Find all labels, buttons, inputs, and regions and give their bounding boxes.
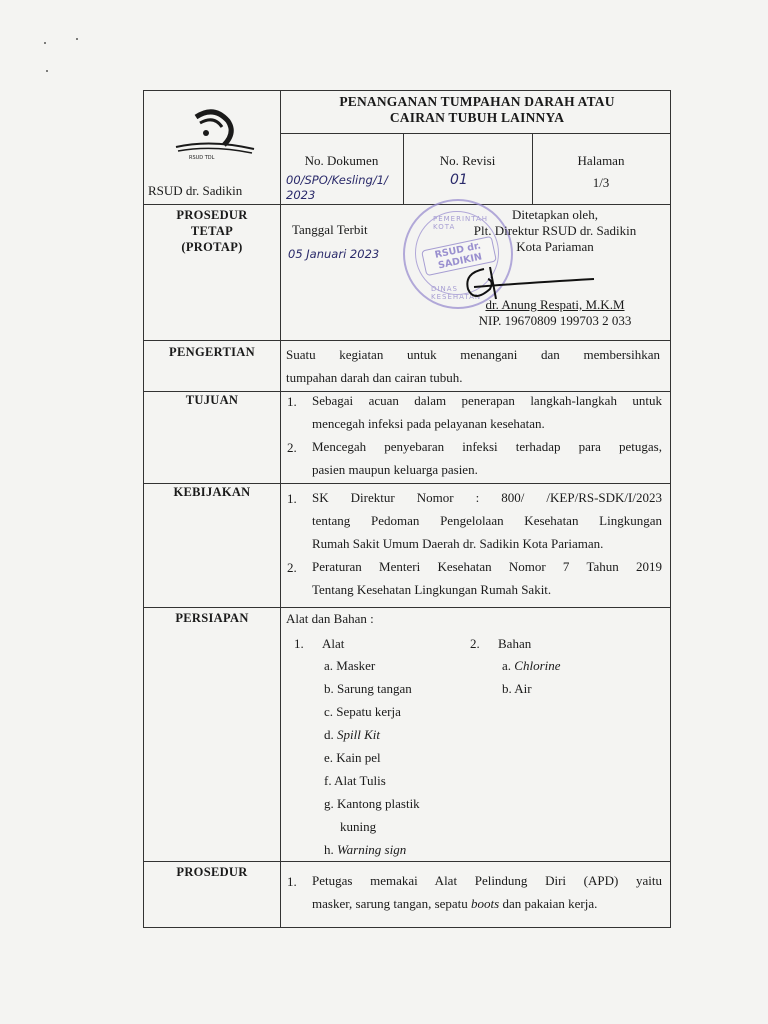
no-revisi-value: 01 — [450, 172, 468, 188]
sop-document: PENANGANAN TUMPAHAN DARAH ATAU CAIRAN TUBUH LAINNYA RSUD TDL RSUD dr. Sadikin No. Dokumen 00/SPO/Kesling/1/ 2023 No. Revisi 01 Halaman 1/3 PROSEDUR TETAP (PROTAP) Tanggal Terbit 05 Januari 2023 PEMERINTAH KOTA RSUD dr. SADIKIN DINAS KESEHATAN Ditetapkan oleh, Plt. Direktur RSUD dr. Sadikin Kota Pariaman dr. Anung Respati, M.K.M NIP. 19670809 199703 2 033 PENGERTIAN Suatu kegiatan untuk menangani dan membersihkan tumpahan darah dan cairan tubuh. TUJUAN 1. Sebagai acuan dalam penerapan langkah-langkah untuk mencegah infeksi pada pelayanan kesehatan. 2. Mencegah penyebaran infeksi terhadap para petugas, pasien maupun keluarga pasien. KEBIJAKAN 1. SK Direktur Nomor : 800/ /KEP/RS-SDK/I/2023 tentang Pedoman Pengelolaan Kesehatan Lingkungan Rumah Sakit Umum Daerah dr. Sadikin Kota Pariaman. 2. Peraturan Menteri Kesehatan Nomor 7 Tahun 2019 Tentang Kesehatan Lingkungan Rumah Sakit. PERSIAPAN Alat dan Bahan : 1. Alat a. Masker b. Sarung tangan c. Sepatu kerja d. Spill Kit e. Kain pel f. Alat Tulis g. Kantong plastik kuning h. Warning sign 2. Bahan a. Chlorine b. Air PROSEDUR 1. Petugas memakai Alat Pelindung Diri (APD) yaitu masker, sarung tangan, sepatu boots dan pakaian kerja. — [143, 90, 671, 928]
official-stamp: PEMERINTAH KOTA RSUD dr. SADIKIN DINAS KESEHATAN — [403, 199, 513, 309]
persiapan-intro: Alat dan Bahan : — [286, 611, 374, 626]
bahan-list: a. Chlorine b. Air — [502, 658, 561, 696]
bahan-title: Bahan — [498, 636, 532, 651]
logo-caption: RSUD TDL — [189, 155, 215, 161]
kebijakan-label: KEBIJAKAN — [173, 485, 251, 499]
kebijakan-item-2: Peraturan Menteri Kesehatan Nomor 7 Tahun 2019 Tentang Kesehatan Lingkungan Rumah Sakit. — [312, 559, 662, 597]
scan-specks — [40, 36, 80, 76]
kebijakan-item-1: SK Direktur Nomor : 800/ /KEP/RS-SDK/I/2023 tentang Pedoman Pengelolaan Kesehatan Lingkungan Rumah Sakit Umum Daerah dr. Sadikin Kota Pariaman. — [312, 490, 662, 551]
document-title: PENANGANAN TUMPAHAN DARAH ATAU CAIRAN TUBUH LAINNYA — [339, 94, 615, 125]
tujuan-item-1: Sebagai acuan dalam penerapan langkah-langkah untuk mencegah infeksi pada pelayanan kesehatan. — [312, 393, 662, 431]
approval-block: Ditetapkan oleh, Plt. Direktur RSUD dr. Sadikin Kota Pariaman — [473, 207, 637, 254]
persiapan-label: PERSIAPAN — [175, 611, 249, 625]
no-revisi-label: No. Revisi — [439, 153, 496, 168]
pengertian-text: Suatu kegiatan untuk menangani dan membersihkan tumpahan darah dan cairan tubuh. — [286, 347, 660, 385]
signatory-nip: NIP. 19670809 199703 2 033 — [478, 313, 632, 328]
signatory — [440, 297, 670, 329]
no-dokumen-value: 00/SPO/Kesling/1/ 2023 — [286, 173, 388, 202]
tujuan-label: TUJUAN — [185, 393, 239, 407]
no-dokumen-label: No. Dokumen — [304, 153, 379, 168]
pengertian-label: PENGERTIAN — [169, 345, 255, 359]
hospital-name: RSUD dr. Sadikin — [148, 183, 243, 198]
alat-title: Alat — [322, 636, 345, 651]
signatory-name: dr. Anung Respati, M.K.M — [485, 297, 625, 312]
prosedur-label: PROSEDUR — [176, 865, 248, 879]
halaman-value: 1/3 — [592, 175, 610, 190]
tanggal-terbit-value: 05 Januari 2023 — [288, 247, 380, 261]
prosedur-item-1: Petugas memakai Alat Pelindung Diri (APD) yaitu masker, sarung tangan, sepatu boots dan pakaian kerja. — [312, 873, 662, 911]
tanggal-terbit-label: Tanggal Terbit — [292, 222, 368, 237]
alat-list: a. Masker b. Sarung tangan c. Sepatu kerja d. Spill Kit e. Kain pel f. Alat Tulis g. Kantong plastik kuning h. Warning sign — [324, 658, 420, 857]
tujuan-item-2: Mencegah penyebaran infeksi terhadap para petugas, pasien maupun keluarga pasien. — [312, 439, 662, 477]
halaman-label: Halaman — [577, 153, 625, 168]
protap-label: PROSEDUR TETAP (PROTAP) — [176, 208, 248, 254]
